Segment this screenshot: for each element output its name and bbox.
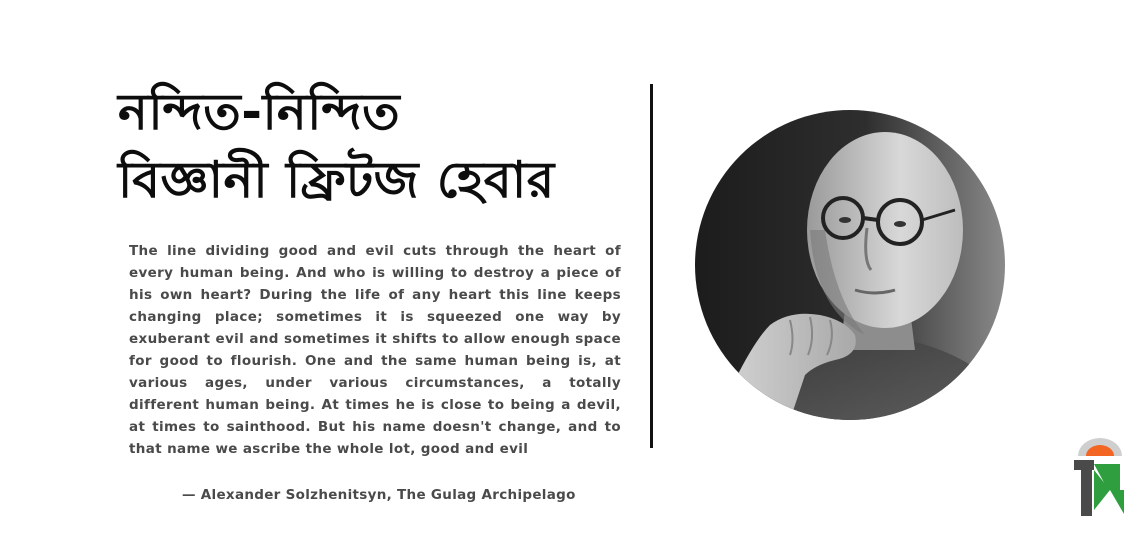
title-line-2: বিজ্ঞানী ফ্রিটজ হেবার	[118, 151, 555, 209]
portrait-photo-icon	[695, 110, 1005, 420]
quote-attribution: — Alexander Solzhenitsyn, The Gulag Archipelago	[182, 487, 576, 503]
quote-text: The line dividing good and evil cuts through the heart of every human being. And who is willing to destroy a piece of his own heart? During the life of any heart this line keeps changing place; sometimes it is squeezed one way by exuberant evil and sometimes it shifts to allow enough space for good to flourish. One and the same human being is, at various ages, under various circumstances, a totally different human being. At times he is close to being a devil, at times to sainthood. But his name doesn't change, and to that name we ascribe the whole lot, good and evil	[129, 243, 621, 457]
article-title	[118, 78, 638, 214]
title-line-1: নন্দিত-নিন্দিত	[118, 83, 401, 141]
brand-logo-icon	[1072, 438, 1128, 516]
vertical-divider	[650, 84, 653, 448]
